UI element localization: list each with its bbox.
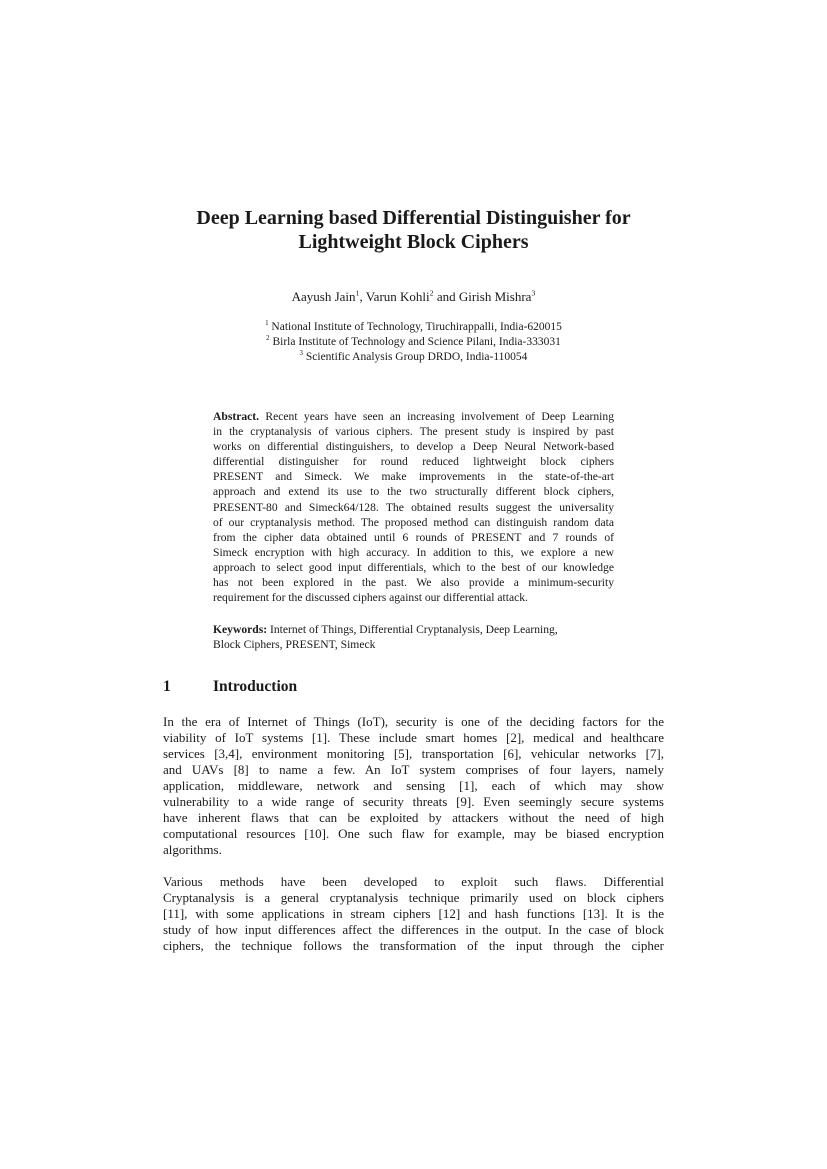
text-line: study of how input differences affect the differences in the output. In the case of block: [163, 922, 664, 937]
text-line: vulnerability to a wide range of security threats [9]. Even seemingly secure systems: [163, 794, 664, 809]
text-line: Cryptanalysis is a general cryptanalysis technique primarily used on block ciphers: [163, 890, 664, 905]
affil-text: Birla Institute of Technology and Science Pilani, India-333031: [269, 336, 561, 348]
section-title: Introduction: [213, 678, 298, 695]
title-line: Lightweight Block Ciphers: [298, 231, 529, 253]
section-heading: [163, 677, 297, 697]
text-line: viability of IoT systems [1]. These include smart homes [2], medical and healthcare: [163, 730, 664, 745]
author-name: Girish Mishra: [458, 289, 532, 304]
affil-sup: 1: [265, 320, 269, 328]
text-line: PRESENT and Simeck. We make improvements in the state-of-the-art: [213, 470, 614, 484]
affil-sup: 3: [299, 350, 303, 358]
text-line: has not been explored in the past. We also provide a minimum-security: [213, 576, 614, 590]
text-line: approach and extend its use to the two structurally different block ciphers,: [213, 485, 614, 499]
line-text: Internet of Things, Differential Cryptanalysis, Deep Learning,: [267, 623, 558, 636]
text-line: algorithms.: [163, 842, 222, 857]
author-sup: 2: [429, 288, 434, 298]
text-line: have inherent flaws that can be exploited by attackers without the need of high: [163, 810, 664, 825]
author-name: Aayush Jain: [291, 289, 356, 304]
text-line: ciphers, the technique follows the transformation of the input through the cipher: [163, 938, 664, 953]
text-line: [11], with some applications in stream ciphers [12] and hash functions [13]. It is the: [163, 906, 664, 921]
text-line: in the cryptanalysis of various ciphers. The present study is inspired by past: [213, 425, 614, 439]
section-number: 1: [163, 678, 171, 695]
text-line: Block Ciphers, PRESENT, Simeck: [213, 638, 376, 652]
keywords: [213, 622, 614, 652]
text-line: of our cryptanalysis method. The proposed method can distinguish random data: [213, 515, 614, 529]
text-line: services [3,4], environment monitoring [5], transportation [6], vehicular networks [7],: [163, 746, 664, 761]
text-line: [213, 409, 614, 424]
text-line: from the cipher data obtained until 6 rounds of PRESENT and 7 rounds of: [213, 530, 614, 544]
paper-title: [0, 206, 827, 254]
affiliation: [0, 320, 827, 335]
author-sep: and: [433, 289, 459, 304]
author-sup: 3: [531, 288, 536, 298]
affil-text: National Institute of Technology, Tiruchirappalli, India-620015: [268, 321, 562, 333]
affil-sup: 2: [266, 335, 270, 343]
text-line: Simeck encryption with high accuracy. In addition to this, we explore a new: [213, 545, 614, 559]
text-line: approach to select good input differentials, which to the best of our knowledge: [213, 560, 614, 574]
authors: [0, 289, 827, 305]
text-line: requirement for the discussed ciphers against our differential attack.: [213, 591, 528, 605]
title-line: Deep Learning based Differential Distinguisher for: [196, 207, 631, 229]
text-line: and UAVs [8] to name a few. An IoT system comprises of four layers, namely: [163, 762, 664, 777]
body-paragraph: [163, 874, 664, 954]
text-line: [213, 622, 614, 637]
text-line: computational resources [10]. One such flaw for example, may be biased encryption: [163, 826, 664, 841]
text-line: application, middleware, network and sensing [1], each of which may show: [163, 778, 664, 793]
body-paragraph: [163, 714, 664, 858]
label: Keywords:: [213, 623, 268, 636]
text-line: works on differential distinguishers, to develop a Deep Neural Network-based: [213, 440, 614, 454]
affiliation: [0, 335, 827, 350]
author-sep: ,: [359, 289, 366, 304]
author-sup: 1: [355, 288, 360, 298]
text-line: PRESENT-80 and Simeck64/128. The obtained results suggest the universality: [213, 500, 614, 514]
author-name: Varun Kohli: [365, 289, 430, 304]
label: Abstract.: [213, 410, 260, 423]
abstract: [213, 409, 614, 605]
affiliation: [0, 350, 827, 365]
text-line: Various methods have been developed to exploit such flaws. Differential: [163, 874, 664, 889]
line-text: Recent years have seen an increasing involvement of Deep Learning: [259, 410, 614, 423]
text-line: In the era of Internet of Things (IoT), security is one of the deciding factors for the: [163, 714, 664, 729]
affil-text: Scientific Analysis Group DRDO, India-110054: [303, 351, 528, 363]
text-line: differential distinguisher for round reduced lightweight block ciphers: [213, 455, 614, 469]
affiliations: [0, 320, 827, 365]
